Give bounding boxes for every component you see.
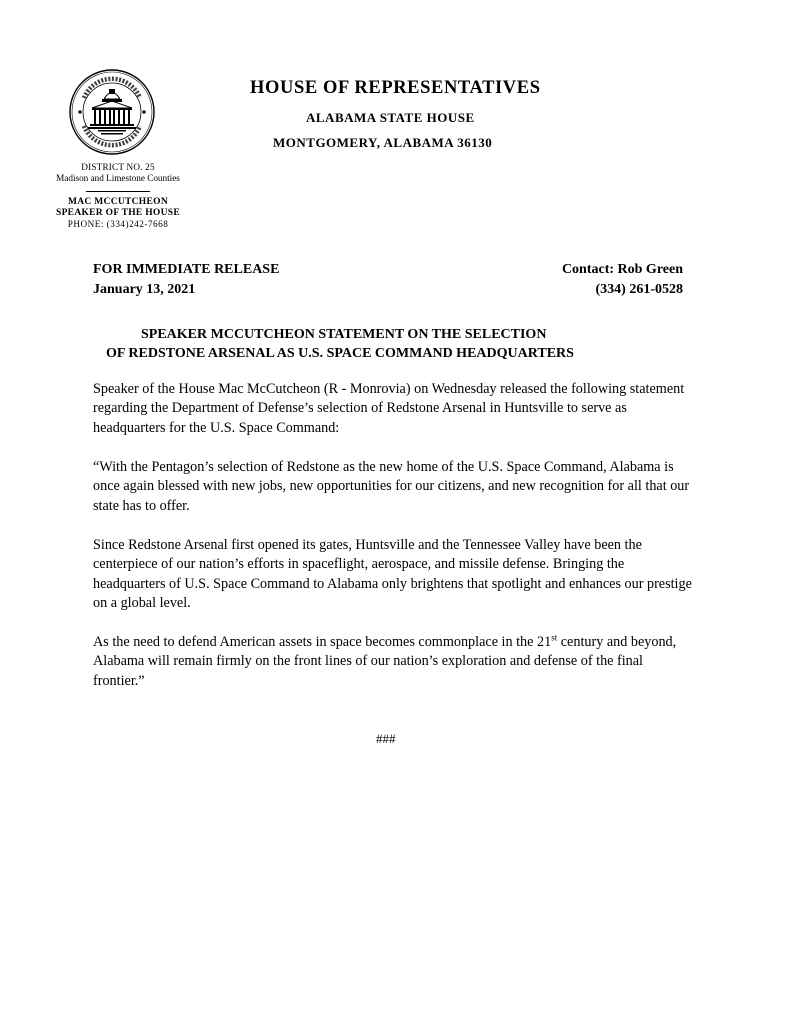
headline-line-1: SPEAKER MCCUTCHEON STATEMENT ON THE SELECTION <box>141 327 547 342</box>
headline <box>93 325 683 363</box>
body-paragraph-3: Since Redstone Arsenal first opened its gates, Huntsville and the Tennessee Valley have been the centerpiece of our nation’s efforts in spaceflight, aerospace, and missile defense. Bringing the headquarters of U.S. Space Command to Alabama only brightens that spotlight and enhances our prestige on a global level. <box>93 537 692 611</box>
district-number: DISTRICT NO. 25 <box>81 162 155 172</box>
body-paragraph-2: “With the Pentagon’s selection of Redstone as the new home of the U.S. Space Command, Alabama is once again blessed with new jobs, new opportunities for our citizens, and new recognition for all that our state has to offer. <box>93 459 690 514</box>
release-label: FOR IMMEDIATE RELEASE <box>93 262 280 277</box>
contact-phone: (334) 261-0528 <box>595 282 683 297</box>
end-mark: ### <box>376 731 396 746</box>
body-paragraph-4-end: century and beyond, Alabama will remain firmly on the front lines of our nation’s exploration and defense of the final frontier.” <box>93 634 677 689</box>
body-paragraph-1: Speaker of the House Mac McCutcheon (R - Monrovia) on Wednesday released the following statement regarding the Department of Defense’s selection of Redstone Arsenal in Huntsville to serve as headquarters for the U.S. Space Command: <box>93 381 685 436</box>
release-date: January 13, 2021 <box>93 282 196 297</box>
body-paragraph-4-start: As the need to defend American assets in space becomes commonplace in the 21 <box>93 634 552 650</box>
member-role: SPEAKER OF THE HOUSE <box>56 208 180 218</box>
address-line: MONTGOMERY, ALABAMA 36130 <box>273 135 493 150</box>
member-divider <box>86 191 150 192</box>
house-title: HOUSE OF REPRESENTATIVES <box>250 78 541 98</box>
contact-name: Contact: Rob Green <box>561 262 683 277</box>
member-phone: PHONE: (334)242-7668 <box>67 219 169 229</box>
seal-graphic <box>68 68 156 156</box>
house-seal <box>68 68 156 156</box>
ordinal-suffix: st <box>551 632 558 643</box>
district-counties: Madison and Limestone Counties <box>56 173 180 183</box>
body-paragraph-4 <box>93 633 693 691</box>
member-name: MAC MCCUTCHEON <box>68 197 168 207</box>
headline-line-2: OF REDSTONE ARSENAL AS U.S. SPACE COMMAND HEADQUARTERS <box>106 346 574 361</box>
state-house-line: ALABAMA STATE HOUSE <box>306 110 475 125</box>
member-block <box>38 162 198 230</box>
